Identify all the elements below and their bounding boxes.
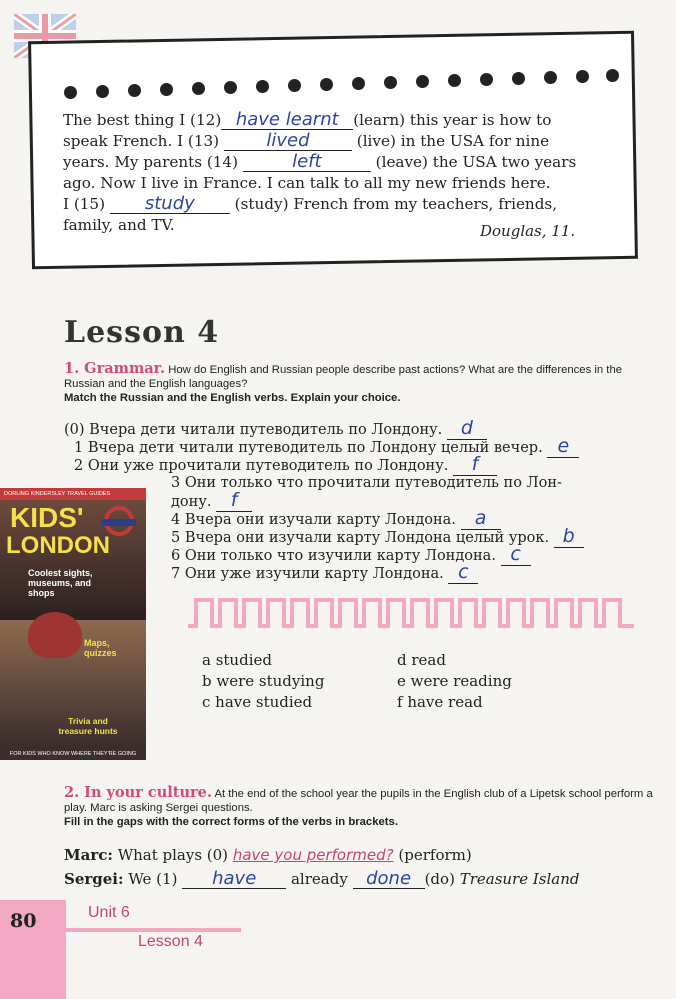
book-tagline: FOR KIDS WHO KNOW WHERE THEY'RE GOING — [0, 748, 146, 760]
answer-12: have learnt — [235, 109, 339, 130]
book-title-1: KIDS' — [10, 502, 84, 533]
exercise-1-header: 1. Grammar. How do English and Russian people describe past actions? What are the differences in the Russian and the English languages? Match the Russian and the English verbs. Explain your choice. — [64, 360, 623, 404]
exercise-1-instruction: Match the Russian and the English verbs. Explain your choice. — [64, 392, 401, 404]
answer-1: have — [212, 868, 257, 889]
book-trivia: Trivia and treasure hunts — [58, 716, 118, 736]
book-brand: DORLING KINDERSLEY TRAVEL GUIDES — [0, 488, 146, 500]
decorative-border — [188, 596, 636, 630]
answer-1b: done — [366, 868, 412, 889]
lesson-title: Lesson 4 — [64, 315, 220, 350]
dialog-sergei: Sergei: We (1) have already done (do) Treasure Island — [64, 868, 580, 889]
book-subtitle: Coolest sights, museums, and shops — [28, 568, 93, 598]
exercise-1-title: 1. Grammar. — [64, 360, 166, 377]
book-maps: Maps, quizzes — [84, 638, 117, 658]
footer-lesson: Lesson 4 — [138, 933, 203, 950]
exercise-2-instruction: Fill in the gaps with the correct forms of the verbs in brackets. — [64, 816, 398, 828]
options-left: a studied b were studying c have studied — [202, 651, 325, 711]
answer-13: lived — [266, 130, 310, 151]
answer-0: have you performed? — [232, 846, 394, 864]
card-text: The best thing I (12) have learnt (learn) this year is how to speak French. I (13) lived (live) in the USA for nine years. My parents (14) left (leave) the USA two years ago. Now I live in France. I can talk to all my new friends here. I (15) study (study) French from my teachers, friends, family, and TV. — [63, 109, 577, 234]
footer-line — [66, 928, 241, 932]
footer-unit: Unit 6 — [88, 904, 130, 921]
dialog-marc: Marc: What plays (0) have you performed? (perform) — [64, 846, 472, 864]
page-number: 80 — [10, 910, 37, 932]
answer-14: left — [292, 151, 322, 172]
options-right: d read e were reading f have read — [397, 651, 512, 711]
book-title-2: LONDON — [6, 532, 110, 559]
underground-logo-icon — [104, 506, 134, 536]
card-holes — [0, 0, 676, 100]
exercise-2-header: 2. In your culture. At the end of the school year the pupils in the English club of a Lipetsk school perform a play. Marc is asking Sergei questions. Fill in the gaps with the correct forms of the verbs in brackets. — [64, 784, 653, 828]
signature: Douglas, 11. — [480, 222, 576, 240]
exercise-2-title: 2. In your culture. — [64, 784, 212, 801]
kids-london-book-cover — [0, 488, 146, 760]
answer-15: study — [144, 193, 195, 214]
